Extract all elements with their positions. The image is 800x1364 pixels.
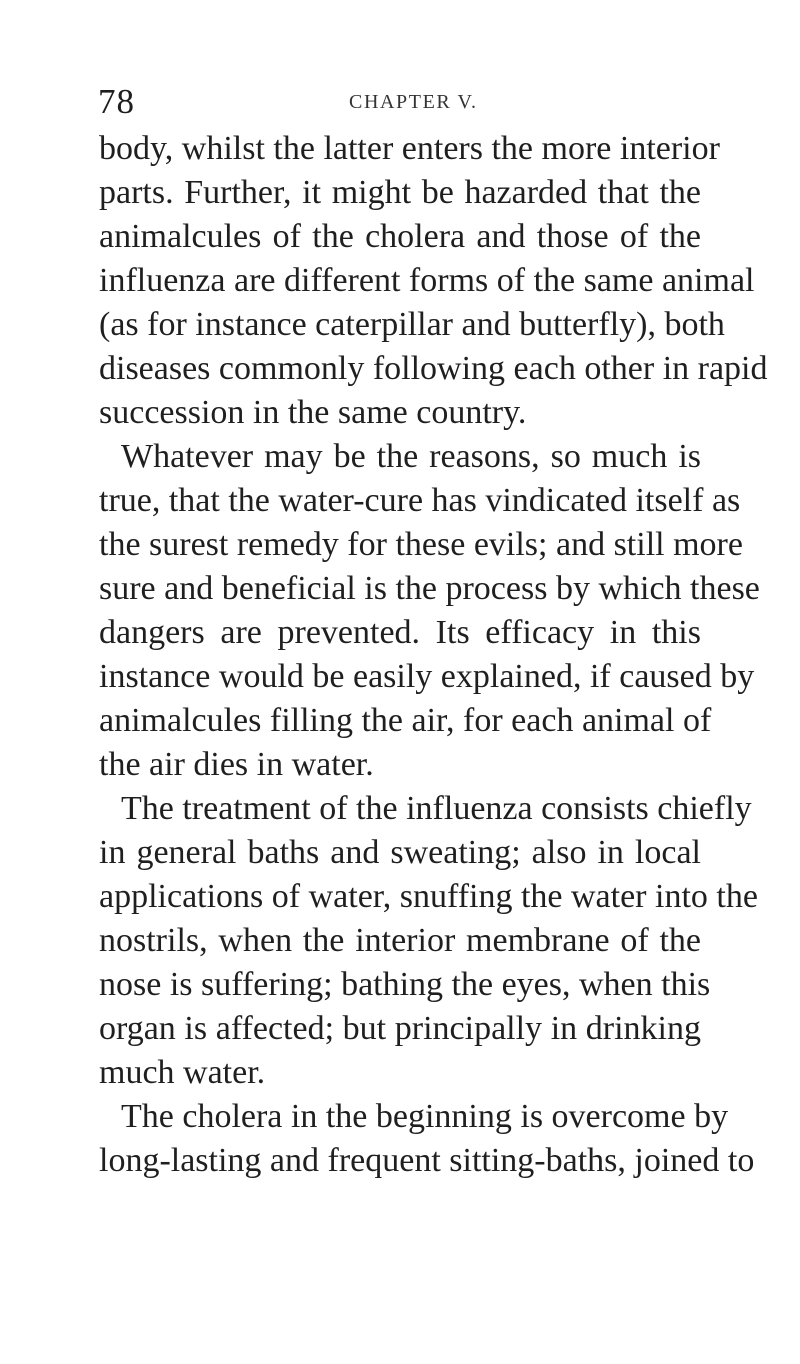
body-text xyxy=(99,127,768,1183)
paragraph-start-line: The cholera in the beginning is overcome by xyxy=(121,1098,729,1135)
text-line: (as for instance caterpillar and butterfly), both xyxy=(99,306,725,343)
paragraph-end-line: the air dies in water. xyxy=(99,746,374,783)
text-line: organ is affected; but principally in drinking xyxy=(99,1010,701,1047)
text-line: in general baths and sweating; also in local xyxy=(99,834,701,871)
text-line: body, whilst the latter enters the more interior xyxy=(99,130,720,167)
text-line: diseases commonly following each other in rapid xyxy=(99,350,768,387)
text-line: influenza are different forms of the same animal xyxy=(99,262,755,299)
text-line: animalcules of the cholera and those of the xyxy=(99,218,701,255)
text-line: sure and beneficial is the process by which these xyxy=(99,570,760,607)
page-number: 78 xyxy=(98,82,135,121)
paragraph-start-line: Whatever may be the reasons, so much is xyxy=(121,438,701,475)
text-line: true, that the water-cure has vindicated itself as xyxy=(99,482,741,519)
text-line: animalcules filling the air, for each animal of xyxy=(99,702,712,739)
page-header xyxy=(0,0,800,121)
running-head: CHAPTER V. xyxy=(349,91,478,113)
paragraph-start-line: The treatment of the influenza consists chiefly xyxy=(121,790,752,827)
text-line: nostrils, when the interior membrane of the xyxy=(99,922,701,959)
text-line: parts. Further, it might be hazarded that the xyxy=(99,174,701,211)
text-line: nose is suffering; bathing the eyes, when this xyxy=(99,966,711,1003)
text-line: applications of water, snuffing the water into the xyxy=(99,878,758,915)
text-line: long-lasting and frequent sitting-baths, joined to xyxy=(99,1142,755,1179)
paragraph-end-line: succession in the same country. xyxy=(99,394,527,431)
paragraph-end-line: much water. xyxy=(99,1054,266,1091)
text-line: dangers are prevented. Its efficacy in this xyxy=(99,614,701,651)
text-line: instance would be easily explained, if caused by xyxy=(99,658,755,695)
text-line: the surest remedy for these evils; and still more xyxy=(99,526,743,563)
